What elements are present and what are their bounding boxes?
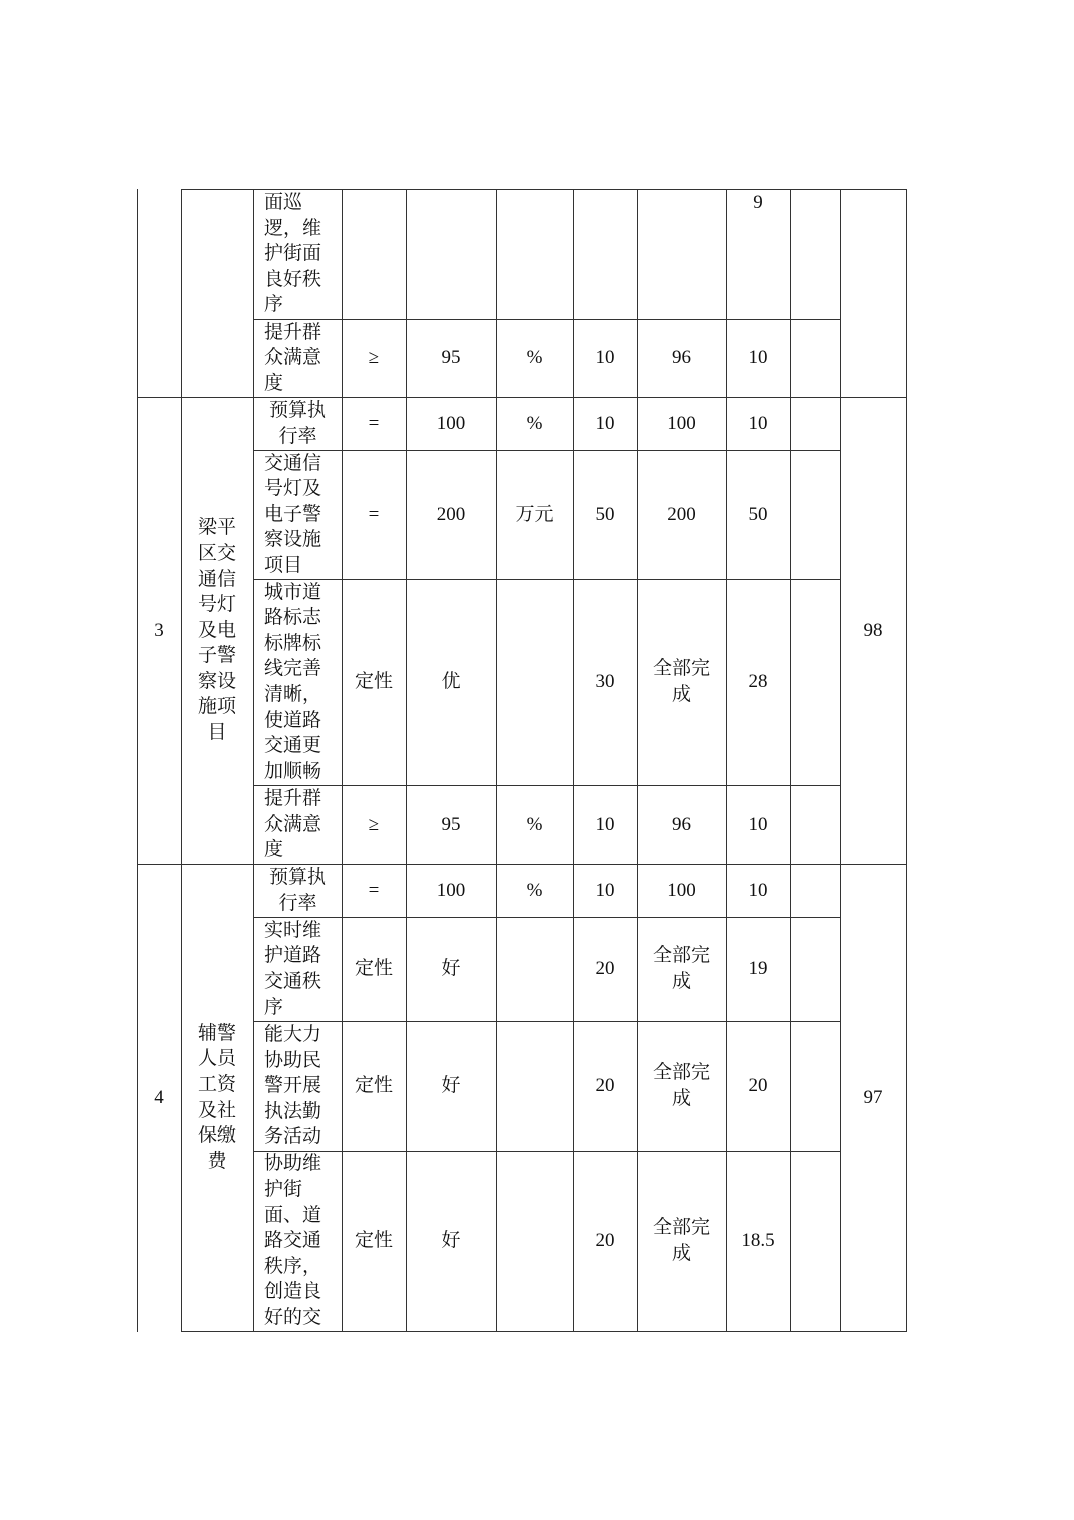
weight-cell: 30 (595, 671, 615, 693)
project-number: 4 (154, 1086, 164, 1108)
actual-cell: 全部完 成 (652, 945, 710, 992)
weight-cell: 20 (595, 1230, 615, 1252)
unit-cell: % (526, 879, 543, 901)
actual-cell: 100 (667, 879, 696, 901)
symbol-cell: 定性 (354, 1075, 393, 1097)
indicator-cell: 预算执 行率 (268, 399, 326, 447)
indicator-cell: 预算执 行率 (268, 866, 326, 914)
unit-cell: % (526, 347, 543, 369)
score-cell: 10 (748, 879, 768, 901)
indicator-cell: 交通信 号灯及 电子警 察设施 项目 (264, 452, 322, 576)
symbol-cell: = (368, 503, 380, 525)
score-cell: 50 (748, 503, 768, 525)
target-cell: 95 (441, 813, 461, 835)
target-cell: 优 (441, 671, 461, 693)
project-name: 梁平 区交 通信 号灯 及电 子警 察设 施项 目 (197, 517, 236, 744)
symbol-cell: = (368, 879, 380, 901)
indicator-cell: 提升群 众满意 度 (264, 321, 322, 394)
indicator-cell: 面巡 逻，维 护街面 良好秩 序 (264, 192, 322, 316)
indicator-cell: 能大力 协助民 警开展 执法勤 务活动 (264, 1024, 322, 1148)
actual-cell: 全部完 成 (652, 1062, 710, 1109)
weight-cell: 10 (595, 347, 615, 369)
weight-cell: 20 (595, 958, 615, 980)
actual-cell: 全部完 成 (652, 658, 710, 705)
score-cell: 10 (748, 347, 768, 369)
symbol-cell: ≥ (368, 813, 380, 835)
weight-cell: 50 (595, 503, 615, 525)
project-name: 辅警 人员 工资 及社 保缴 费 (197, 1022, 236, 1172)
target-cell: 好 (441, 1230, 461, 1252)
indicator-cell: 城市道 路标志 标牌标 线完善 清晰， 使道路 交通更 加顺畅 (264, 581, 322, 782)
target-cell: 95 (441, 347, 461, 369)
target-cell: 100 (436, 412, 466, 434)
symbol-cell: ≥ (368, 347, 380, 369)
unit-cell: % (526, 813, 543, 835)
unit-cell: % (526, 412, 543, 434)
score-cell: 10 (748, 412, 768, 434)
actual-cell: 96 (672, 347, 691, 369)
weight-cell: 10 (595, 412, 615, 434)
score-cell: 10 (748, 813, 768, 835)
target-cell: 100 (436, 879, 466, 901)
target-cell: 好 (441, 958, 461, 980)
project-number: 3 (154, 619, 164, 641)
project-total-score: 98 (863, 619, 883, 641)
weight-cell: 20 (595, 1075, 615, 1097)
target-cell: 好 (441, 1075, 461, 1097)
actual-cell: 200 (667, 503, 696, 525)
score-cell: 19 (748, 958, 768, 980)
score-cell: 9 (753, 192, 763, 213)
indicator-cell: 协助维 护街 面、道 路交通 秩序， 创造良 好的交 (264, 1153, 322, 1328)
score-cell: 28 (748, 671, 768, 693)
symbol-cell: 定性 (354, 1230, 393, 1252)
symbol-cell: 定性 (354, 958, 393, 980)
weight-cell: 10 (595, 879, 615, 901)
actual-cell: 96 (672, 813, 691, 835)
symbol-cell: 定性 (354, 671, 393, 693)
symbol-cell: = (368, 412, 380, 434)
indicator-cell: 提升群 众满意 度 (264, 788, 322, 861)
actual-cell: 全部完 成 (652, 1217, 710, 1264)
target-cell: 200 (436, 503, 466, 525)
weight-cell: 10 (595, 813, 615, 835)
actual-cell: 100 (667, 412, 696, 434)
indicator-cell: 实时维 护道路 交通秩 序 (264, 919, 322, 1018)
unit-cell: 万元 (515, 503, 554, 525)
score-cell: 18.5 (741, 1230, 775, 1252)
project-total-score: 97 (863, 1086, 883, 1108)
score-cell: 20 (748, 1075, 768, 1097)
